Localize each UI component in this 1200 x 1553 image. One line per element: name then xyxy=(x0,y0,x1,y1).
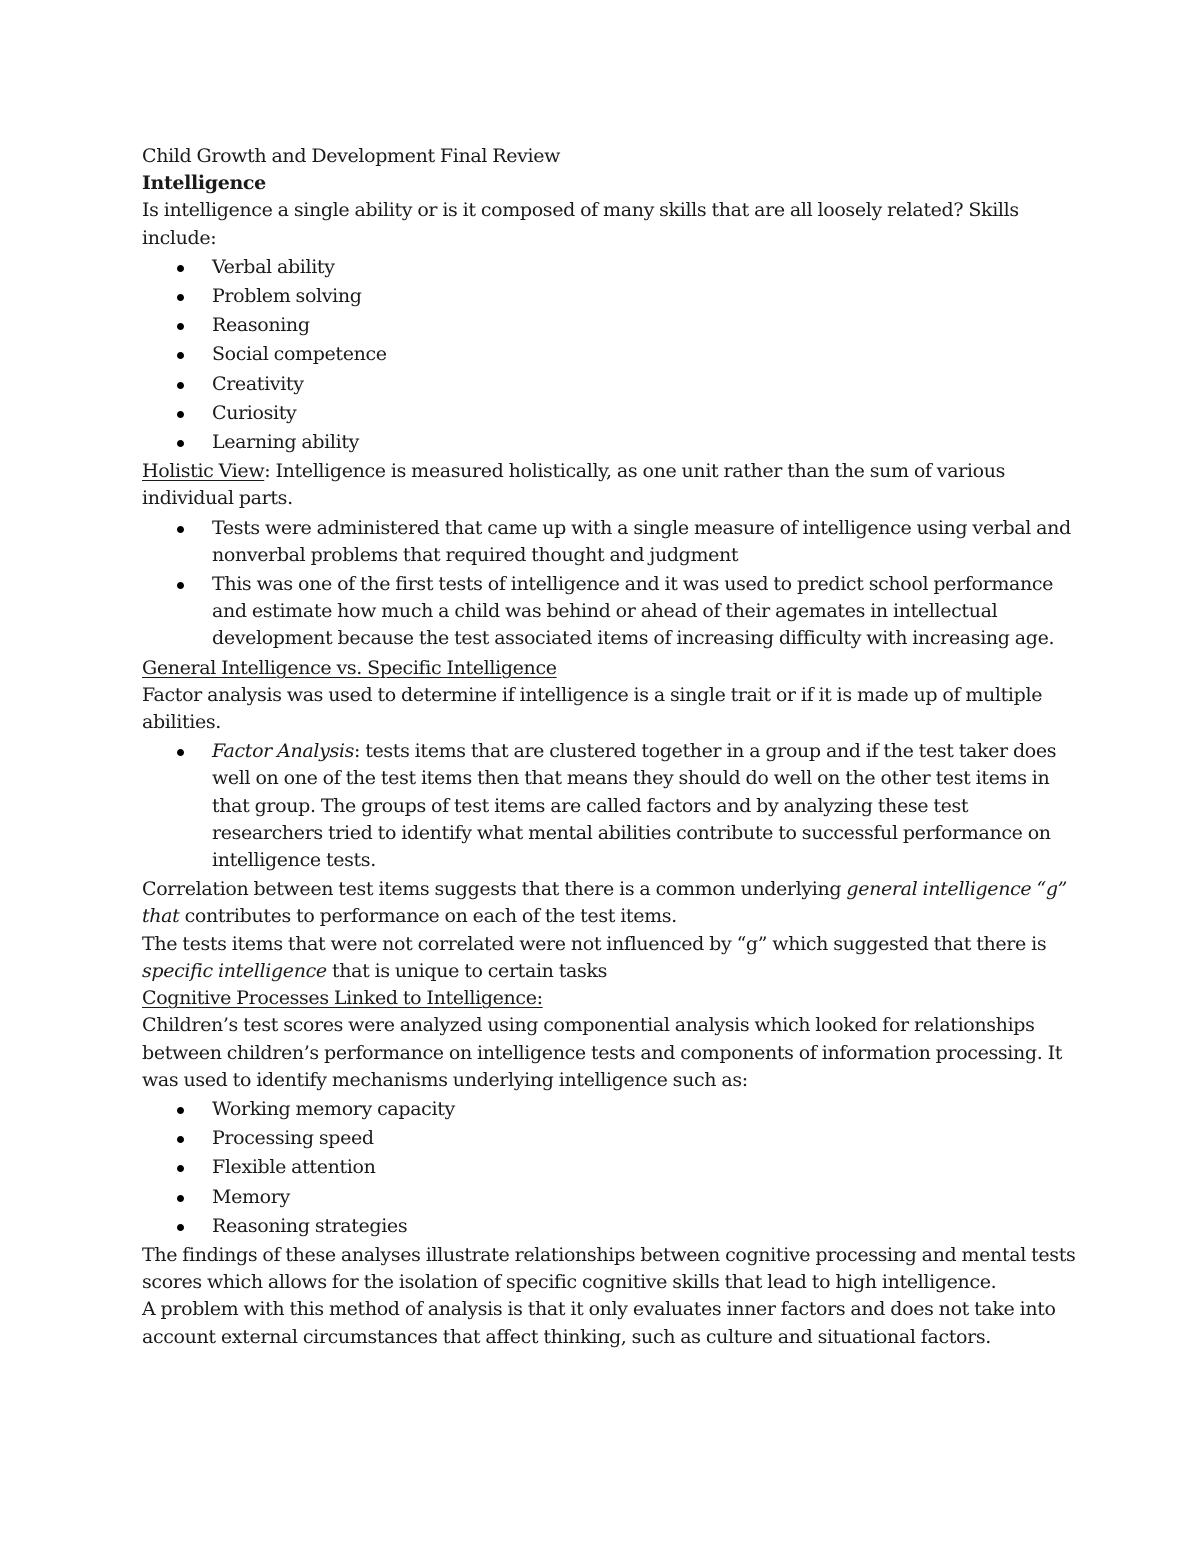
list-item: Reasoning strategies xyxy=(212,1213,1077,1240)
intro-paragraph: Is intelligence a single ability or is it composed of many skills that are all loosely related? Skills include: xyxy=(142,199,1019,249)
document-page xyxy=(142,143,1077,1351)
list-item: Processing speed xyxy=(212,1125,1077,1152)
holistic-term: Holistic View xyxy=(142,460,265,483)
document-title: Child Growth and Development Final Review xyxy=(142,145,561,167)
list-item: Problem solving xyxy=(212,283,1077,310)
specific-intelligence-term: specific intelligence xyxy=(142,959,327,982)
general-specific-heading: General Intelligence vs. Specific Intelligence xyxy=(142,656,557,679)
problem-paragraph: A problem with this method of analysis is that it only evaluates inner factors and does not take into account external circumstances that affect thinking, such as culture and situational factors. xyxy=(142,1298,1056,1348)
specific-text-end: that is unique to certain tasks xyxy=(326,959,607,982)
factor-analysis-term: Factor Analysis xyxy=(212,740,354,763)
holistic-paragraph xyxy=(142,458,1077,512)
list-item: Flexible attention xyxy=(212,1154,1077,1181)
list-item: Reasoning xyxy=(212,312,1077,339)
specific-paragraph xyxy=(142,931,1077,985)
holistic-text: : Intelligence is measured holistically, as one unit rather than the sum of various individual parts. xyxy=(142,460,1006,510)
list-item: Tests were administered that came up with a single measure of intelligence using verbal and nonverbal problems that required thought and judgment xyxy=(212,515,1077,569)
factor-intro-paragraph: Factor analysis was used to determine if intelligence is a single trait or if it is made up of multiple abilities. xyxy=(142,683,1043,734)
list-item: Learning ability xyxy=(212,429,1077,456)
list-item: Curiosity xyxy=(212,400,1077,427)
findings-paragraph: The findings of these analyses illustrate relationships between cognitive processing and mental tests scores which allows for the isolation of specific cognitive skills that lead to high intelligence. xyxy=(142,1243,1076,1294)
factor-analysis-text: : tests items that are clustered together in a group and if the test taker does well on one of the test items then that means they should do well on the other test items in that group. The groups of test items are called factors and by analyzing these test researchers tried to identify what mental abilities contribute to successful performance on intelligence tests. xyxy=(212,740,1057,872)
list-item: Working memory capacity xyxy=(212,1096,1077,1123)
correlation-paragraph xyxy=(142,876,1077,930)
list-item: Social competence xyxy=(212,341,1077,368)
cognitive-heading: Cognitive Processes Linked to Intelligence: xyxy=(142,987,543,1010)
mechanisms-list xyxy=(142,1096,1077,1240)
correlation-text-end: contributes to performance on each of the test items. xyxy=(179,905,677,928)
section-heading-intelligence: Intelligence xyxy=(142,172,266,195)
skills-list xyxy=(142,254,1077,456)
list-item: This was one of the first tests of intelligence and it was used to predict school performance and estimate how much a child was behind or ahead of their agemates in intellectual development because the test associated items of increasing difficulty with increasing age. xyxy=(212,571,1077,653)
list-item: Verbal ability xyxy=(212,254,1077,281)
holistic-list xyxy=(142,515,1077,653)
general-intelligence-term: general intelligence “g” that xyxy=(142,878,1068,928)
correlation-text: Correlation between test items suggests that there is a common underlying xyxy=(142,878,847,901)
list-item xyxy=(212,738,1077,874)
list-item: Creativity xyxy=(212,371,1077,398)
cognitive-paragraph: Children’s test scores were analyzed using componential analysis which looked for relationships between children’s performance on intelligence tests and components of information processing. It was used to identify mechanisms underlying intelligence such as: xyxy=(142,1014,1063,1091)
list-item: Memory xyxy=(212,1184,1077,1211)
specific-text: The tests items that were not correlated were not influenced by “g” which suggested that there is xyxy=(142,932,1047,955)
factor-list xyxy=(142,738,1077,874)
